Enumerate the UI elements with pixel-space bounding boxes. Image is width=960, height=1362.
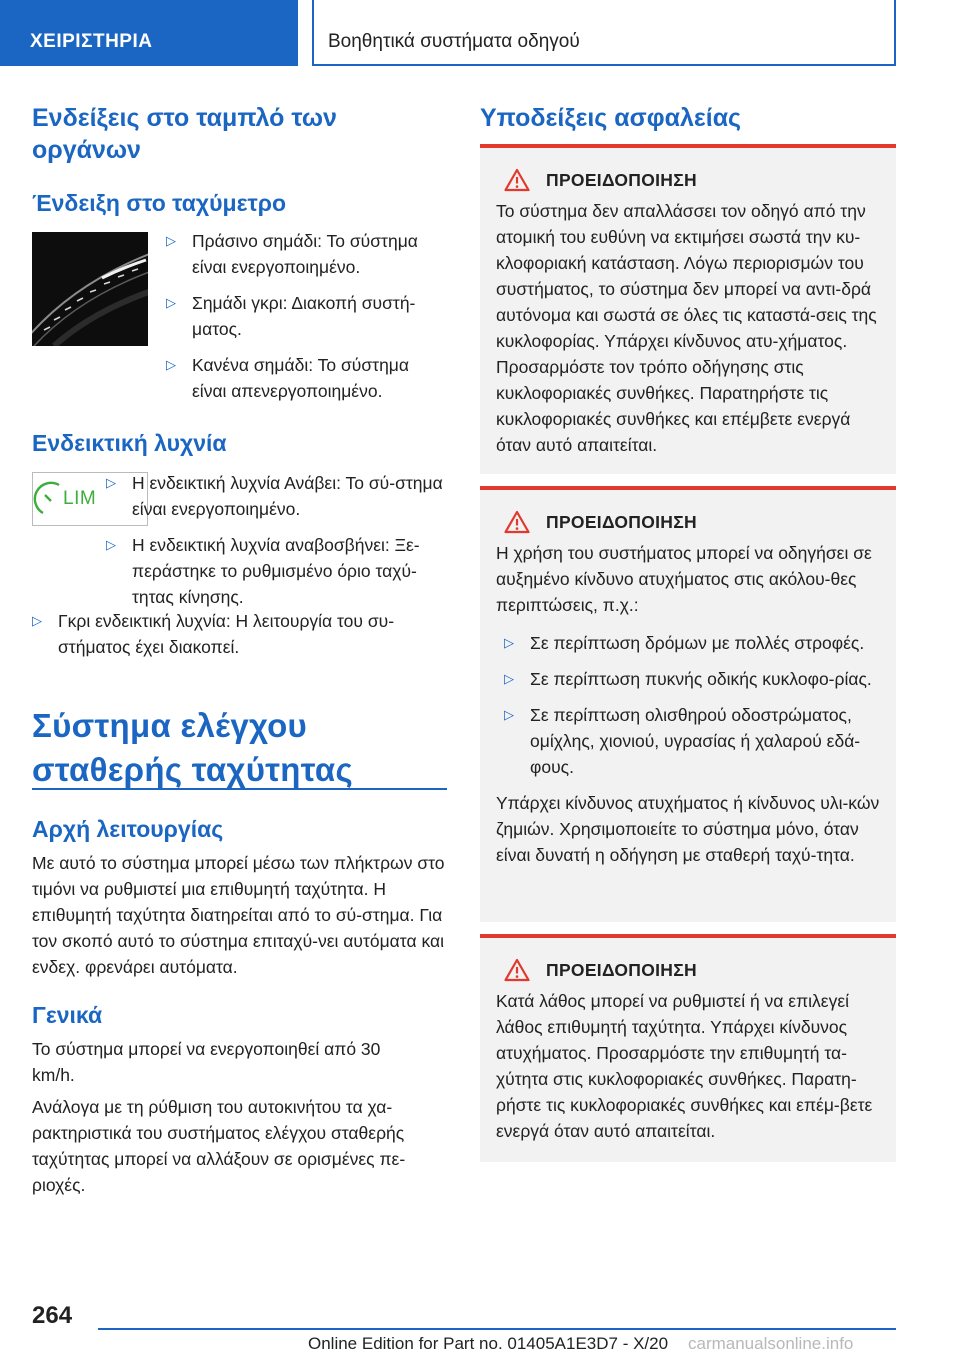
list-item: ▷ Η ενδεικτική λυχνία Ανάβει: Το σύ-στημα είναι ενεργοποιημένο.: [106, 470, 448, 522]
warning-label: ΠΡΟΕΙΔΟΠΟΙΗΣΗ: [546, 959, 697, 980]
triangle-bullet-icon: ▷: [32, 613, 42, 628]
triangle-bullet-icon: ▷: [166, 295, 176, 310]
heading-safety: Υποδείξεις ασφαλείας: [480, 104, 742, 132]
lamp-bullet-grey: [32, 608, 448, 660]
list-item: ▷ Σημάδι γκρι: Διακοπή συστή-ματος.: [166, 290, 448, 342]
heading-general: Γενικά: [32, 1002, 103, 1028]
warning-text: Κατά λάθος μπορεί να ρυθμιστεί ή να επιλεγεί λάθος επιθυμητή ταχύτητα. Υπάρχει κίνδυνος ατυχήματος. Προσαρμόστε την επιθυμητή τα-χύτητα στις κυκλοφοριακές συνθήκες. Παρατη-ρήστε τις κυκλοφοριακές συνθήκες και επέμ-βετε ενεργά όταν αυτό απαιτείται.: [496, 991, 873, 1141]
watermark: carmanualsonline.info: [688, 1334, 854, 1353]
heading-speedometer: Ένδειξη στο ταχύμετρο: [32, 190, 287, 216]
general-paragraph-2: Ανάλογα με τη ρύθμιση του αυτοκινήτου τα χα-ρακτηριστικά του συστήματος ελέγχου σταθερής ταχύτητας μπορεί να αλλάξουν σε ορισμένες πε-ριοχές.: [32, 1097, 406, 1195]
triangle-bullet-icon: ▷: [504, 707, 514, 722]
list-item: ▷ Γκρι ενδεικτική λυχνία: Η λειτουργία του συ-στήματος έχει διακοπεί.: [32, 608, 448, 660]
speedometer-bullet-list: [166, 228, 448, 404]
list-item: ▷ Σε περίπτωση ολισθηρού οδοστρώματος, ομίχλης, χιονιού, υγρασίας ή χαλαρού εδά-φους.: [504, 702, 882, 780]
list-item: ▷ Κανένα σημάδι: Το σύστημα είναι απενεργοποιημένο.: [166, 352, 448, 404]
lamp-bullet-list: [80, 470, 448, 620]
triangle-bullet-icon: ▷: [504, 671, 514, 686]
warning-triangle-icon: [504, 510, 530, 534]
header-chapter-box: [312, 0, 896, 66]
page-number: 264: [32, 1302, 73, 1329]
header-section-title: ΧΕΙΡΙΣΤΗΡΙΑ: [30, 31, 153, 52]
triangle-bullet-icon: ▷: [504, 635, 514, 650]
warning-title: [504, 958, 882, 982]
heading-principle: Αρχή λειτουργίας: [32, 816, 224, 842]
warning-label: ΠΡΟΕΙΔΟΠΟΙΗΣΗ: [546, 511, 697, 532]
triangle-bullet-icon: ▷: [166, 233, 176, 248]
header-chapter-title: Βοηθητικά συστήματα οδηγού: [328, 31, 580, 52]
warning-triangle-icon: [504, 958, 530, 982]
heading-instrument-indications: Ενδείξεις στο ταμπλό των οργάνων: [32, 104, 337, 164]
header-section-tab: [0, 0, 298, 66]
list-item: ▷ Πράσινο σημάδι: Το σύστημα είναι ενεργοποιημένο.: [166, 228, 448, 280]
warning-title: [504, 168, 882, 192]
warning-triangle-icon: [504, 168, 530, 192]
warning-box-2: [480, 486, 896, 922]
warning-intro: Η χρήση του συστήματος μπορεί να οδηγήσει σε αυξημένο κίνδυνο ατυχήματος στις ακόλου-θες περιπτώσεις, π.χ.:: [496, 543, 872, 615]
principle-paragraph: Με αυτό το σύστημα μπορεί μέσω των πλήκτρων στο τιμόνι να ρυθμιστεί μια επιθυμητή ταχύτητα. Η επιθυμητή ταχύτητα διατηρείται από το σύ-στημα. Για τον σκοπό αυτό το σύστημα επιταχύ-νει αυτόματα και ενδεχ. φρενάρει αυτόματα.: [32, 853, 445, 977]
general-paragraph-1: Το σύστημα μπορεί να ενεργοποιηθεί από 30 km/h.: [32, 1039, 381, 1085]
triangle-bullet-icon: ▷: [106, 475, 116, 490]
warning-outro: Υπάρχει κίνδυνος ατυχήματος ή κίνδυνος υλι-κών ζημιών. Χρησιμοποιείτε το σύστημα μόνο, όταν είναι δυνατή η οδήγηση με σταθερή ταχύ-τητα.: [496, 793, 880, 865]
warning-box-3: [480, 934, 896, 1162]
list-item: ▷ Η ενδεικτική λυχνία αναβοσβήνει: Ξε-περάστηκε το ρυθμισμένο όριο ταχύ-τητας κίνησης.: [106, 532, 448, 610]
warning-title: [504, 510, 882, 534]
list-item: ▷ Σε περίπτωση πυκνής οδικής κυκλοφο-ρίας.: [504, 666, 882, 692]
warning-box-1: [480, 144, 896, 474]
speedometer-image: [32, 232, 148, 346]
section-divider: [32, 788, 447, 790]
list-item: ▷ Σε περίπτωση δρόμων με πολλές στροφές.: [504, 630, 882, 656]
triangle-bullet-icon: ▷: [106, 537, 116, 552]
lim-icon-text: LIM: [63, 488, 97, 509]
triangle-bullet-icon: ▷: [166, 357, 176, 372]
footer-edition: Online Edition for Part no. 01405A1E3D7 - X/20: [308, 1334, 669, 1353]
warning-label: ΠΡΟΕΙΔΟΠΟΙΗΣΗ: [546, 169, 697, 190]
warning-text: Το σύστημα δεν απαλλάσσει τον οδηγό από την ατομική του ευθύνη να εκτιμήσει σωστά την κυ-κλοφοριακή κατάσταση. Λόγω περιορισμών του συστήματος, το σύστημα δεν μπορεί να αντι-δρά αυτόνομα και σωστά σε όλες τις καταστά-σεις της κυκλοφορίας. Υπάρχει κίνδυνος ατυ-χήματος. Προσαρμόστε τον τρόπο οδήγησης στις κυκλοφοριακές συνθήκες. Παρατηρήστε τις κυκλοφοριακές συνθήκες και επέμβετε ενεργά όταν αυτό απαιτείται.: [496, 201, 877, 455]
heading-cruise-control: Σύστημα ελέγχου σταθερής ταχύτητας: [32, 707, 353, 788]
heading-indicator-lamp: Ενδεικτική λυχνία: [32, 430, 227, 456]
footer-divider: [98, 1328, 896, 1330]
